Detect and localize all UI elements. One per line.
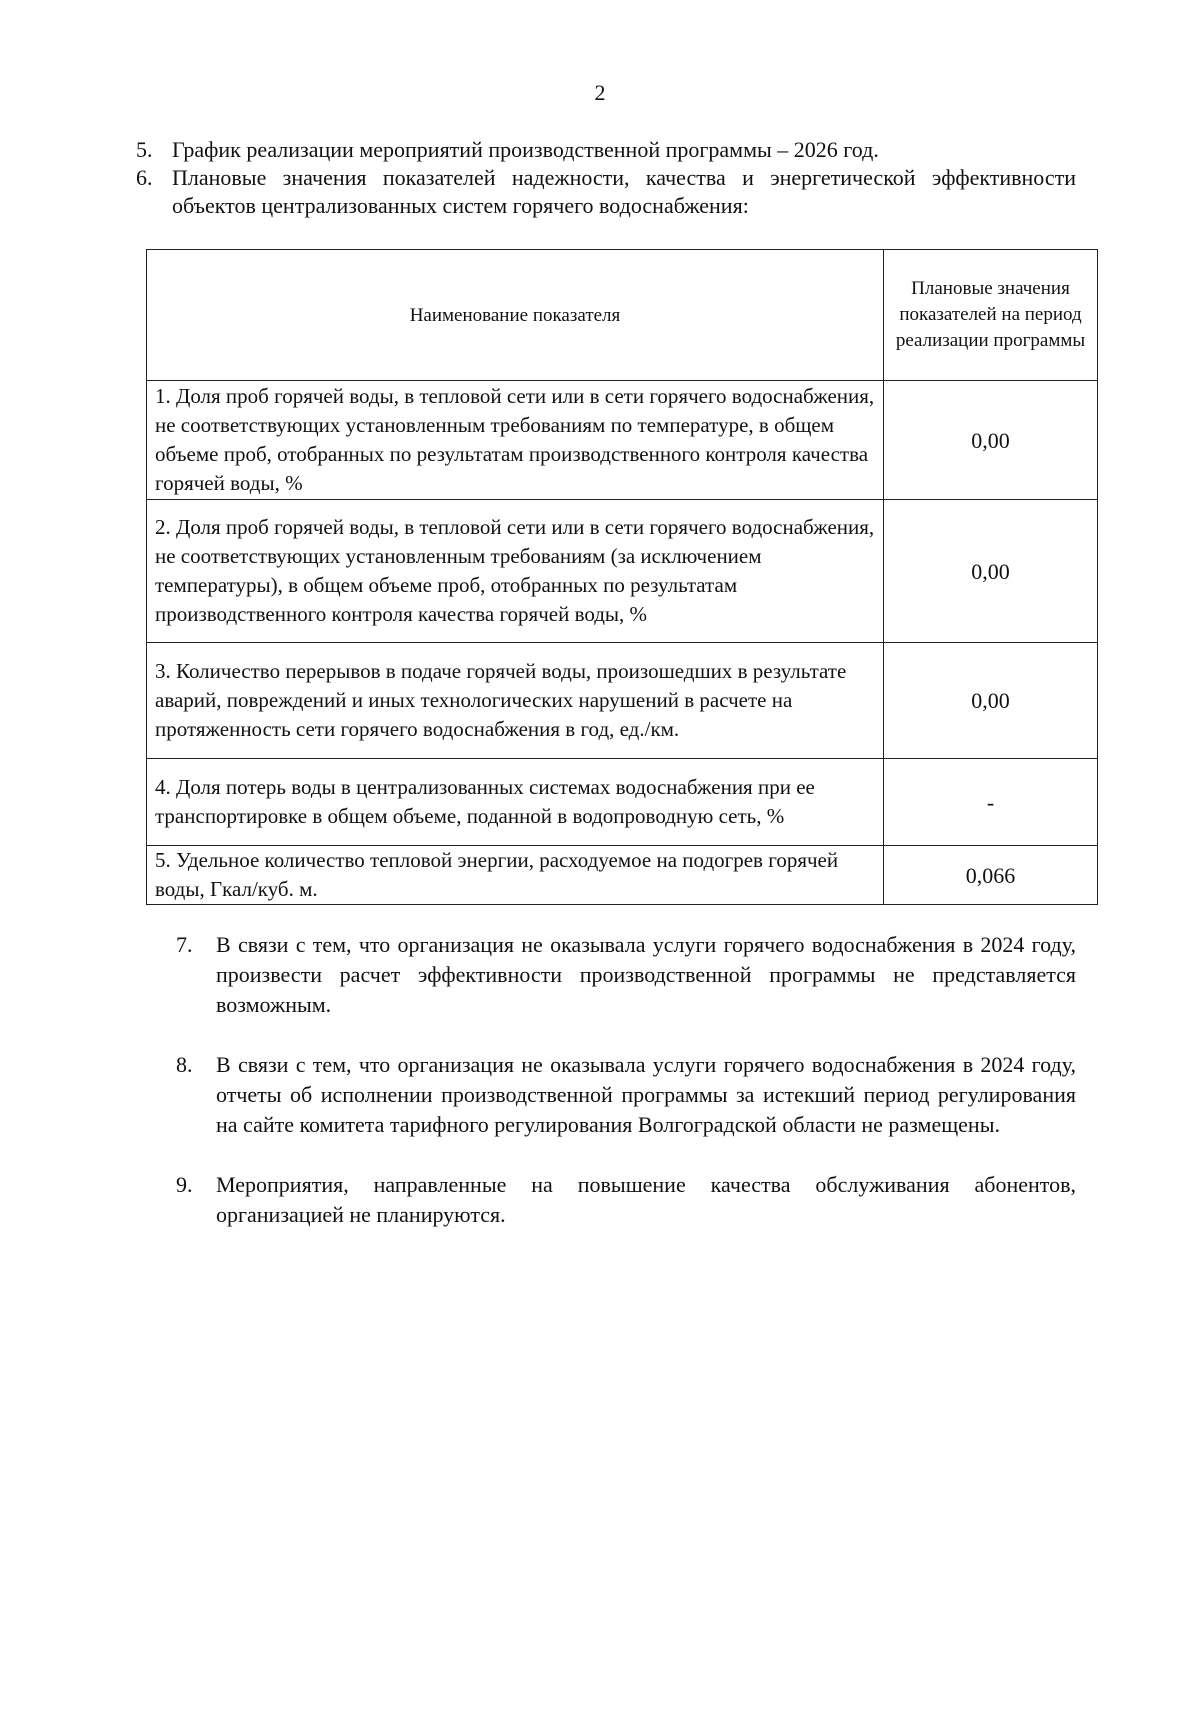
indicator-value: 0,00 [884, 500, 1098, 643]
indicator-name: 2. Доля проб горячей воды, в тепловой сети или в сети горячего водоснабжения, не соответствующих установленным требованиям (за исключением температуры), в общем объеме проб, отобранных по результатам производственного контроля качества горячей воды, % [147, 500, 884, 643]
table-header-row [147, 250, 1098, 381]
indicator-value: 0,066 [884, 846, 1098, 905]
list-item-number: 6. [136, 165, 153, 190]
list-item-number: 8. [176, 1052, 193, 1077]
list-item-8 [176, 1050, 1076, 1140]
indicator-name: 1. Доля проб горячей воды, в тепловой сети или в сети горячего водоснабжения, не соответствующих установленным требованиям по температуре, в общем объеме проб, отобранных по результатам производственного контроля качества горячей воды, % [147, 381, 884, 500]
list-item-text: Плановые значения показателей надежности, качества и энергетической эффективности объектов централизованных систем горячего водоснабжения: [172, 165, 1076, 218]
header-indicator-name: Наименование показателя [147, 250, 884, 381]
indicator-name: 4. Доля потерь воды в централизованных системах водоснабжения при ее транспортировке в общем объеме, поданной в водопроводную сеть, % [147, 759, 884, 846]
list-item-text: В связи с тем, что организация не оказывала услуги горячего водоснабжения в 2024 году, отчеты об исполнении производственной программы за истекший период регулирования на сайте комитета тарифного регулирования Волгоградской области не размещены. [216, 1052, 1076, 1137]
list-item-text: В связи с тем, что организация не оказывала услуги горячего водоснабжения в 2024 году, произвести расчет эффективности производственной программы не представляется возможным. [216, 932, 1076, 1017]
table-row [147, 500, 1098, 643]
list-item-number: 9. [176, 1172, 193, 1197]
table-row [147, 846, 1098, 905]
list-item-9 [176, 1170, 1076, 1230]
bottom-list [176, 930, 1076, 1260]
list-item-text: Мероприятия, направленные на повышение качества обслуживания абонентов, организацией не планируются. [216, 1172, 1076, 1227]
table-row [147, 759, 1098, 846]
list-item-7 [176, 930, 1076, 1020]
indicator-value: - [884, 759, 1098, 846]
table-row [147, 381, 1098, 500]
indicator-name: 3. Количество перерывов в подаче горячей воды, произошедших в результате аварий, повреждений и иных технологических нарушений в расчете на протяженность сети горячего водоснабжения в год, ед./км. [147, 643, 884, 759]
list-item-6 [136, 164, 1076, 220]
indicator-value: 0,00 [884, 643, 1098, 759]
top-list [136, 136, 1076, 220]
header-planned-values: Плановые значения показателей на период реализации программы [884, 250, 1098, 381]
list-item-5 [136, 136, 1076, 164]
indicator-name: 5. Удельное количество тепловой энергии, расходуемое на подогрев горячей воды, Гкал/куб. м. [147, 846, 884, 905]
indicator-value: 0,00 [884, 381, 1098, 500]
page-number: 2 [594, 80, 606, 105]
list-item-text: График реализации мероприятий производственной программы – 2026 год. [172, 137, 879, 162]
table-row [147, 643, 1098, 759]
indicators-table [146, 249, 1098, 905]
list-item-number: 5. [136, 137, 153, 162]
list-item-number: 7. [176, 932, 193, 957]
